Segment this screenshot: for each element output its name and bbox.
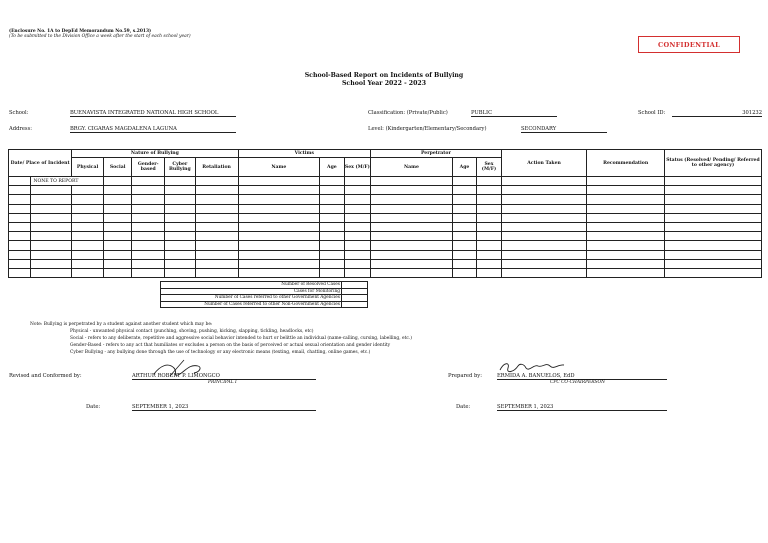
table-cell[interactable]: [195, 213, 238, 222]
school-id-label: School ID:: [638, 110, 666, 116]
table-cell[interactable]: [664, 222, 761, 231]
col-victim-name: Name: [238, 158, 320, 177]
preparer-name: ERMIDA A. BANUELOS, EdD: [497, 373, 667, 380]
table-cell[interactable]: [501, 241, 587, 250]
table-cell[interactable]: [477, 241, 501, 250]
table-cell[interactable]: [320, 195, 344, 204]
table-cell[interactable]: [195, 195, 238, 204]
table-cell[interactable]: [664, 195, 761, 204]
table-cell[interactable]: [371, 186, 453, 195]
confidential-stamp: CONFIDENTIAL: [638, 36, 740, 53]
table-cell[interactable]: [664, 213, 761, 222]
col-action: Action Taken: [501, 150, 587, 177]
col-victim-sex: Sex (M/F): [344, 158, 371, 177]
table-cell[interactable]: [320, 259, 344, 268]
col-social: Social: [103, 158, 132, 177]
table-cell[interactable]: [501, 177, 587, 186]
table-cell[interactable]: [371, 259, 453, 268]
school-year: School Year 2022 - 2023: [341, 80, 427, 87]
table-cell[interactable]: [344, 259, 371, 268]
table-cell[interactable]: [320, 250, 344, 259]
table-row: [9, 241, 762, 250]
address-label: Address:: [9, 126, 33, 132]
table-cell[interactable]: [320, 204, 344, 213]
table-cell[interactable]: [165, 268, 196, 277]
school-id-value: 301232: [672, 110, 762, 117]
table-cell[interactable]: [501, 186, 587, 195]
table-row: [9, 259, 762, 268]
table-cell[interactable]: [344, 250, 371, 259]
classification-label: Classification: (Private/Public): [368, 110, 448, 116]
table-cell[interactable]: [165, 250, 196, 259]
table-cell[interactable]: [501, 268, 587, 277]
table-row: [9, 177, 762, 186]
table-cell[interactable]: [664, 259, 761, 268]
table-cell[interactable]: [9, 177, 31, 186]
table-cell[interactable]: [587, 259, 665, 268]
table-cell[interactable]: [477, 177, 501, 186]
table-cell[interactable]: [72, 268, 104, 277]
table-cell[interactable]: [9, 195, 31, 204]
reviewer-name: ARTHUR ROBERT P. LIMONGCO: [132, 373, 316, 380]
date-value-2: SEPTEMBER 1, 2023: [497, 404, 667, 411]
table-cell[interactable]: [371, 232, 453, 241]
submission-note: (To be submitted to the Division Office a week after the start of each school year): [9, 34, 191, 39]
note-physical: Physical - unwanted physical contact (punching, shoving, pushing, kicking, slapping, tickling, headlocks, etc): [70, 329, 314, 334]
table-cell[interactable]: [664, 204, 761, 213]
table-cell[interactable]: [664, 250, 761, 259]
table-cell[interactable]: [320, 186, 344, 195]
table-cell[interactable]: [501, 204, 587, 213]
table-cell[interactable]: [103, 177, 132, 186]
table-cell[interactable]: [195, 186, 238, 195]
table-cell[interactable]: [587, 268, 665, 277]
date-label-1: Date:: [86, 404, 101, 410]
table-cell[interactable]: [103, 186, 132, 195]
col-victim-age: Age: [320, 158, 344, 177]
table-cell[interactable]: [452, 177, 476, 186]
table-cell[interactable]: [664, 241, 761, 250]
table-cell[interactable]: [72, 222, 104, 231]
table-cell[interactable]: [9, 213, 31, 222]
table-cell[interactable]: [195, 268, 238, 277]
note-gender: Gender-Based - refers to any act that humiliates or excludes a person on the basis of perceived or actual sexual orientation and gender identity: [70, 343, 391, 348]
table-cell[interactable]: [195, 177, 238, 186]
table-row: [9, 232, 762, 241]
table-cell[interactable]: [371, 268, 453, 277]
table-cell[interactable]: [103, 222, 132, 231]
table-cell[interactable]: [320, 222, 344, 231]
table-cell[interactable]: [452, 204, 476, 213]
table-cell[interactable]: [587, 204, 665, 213]
table-cell[interactable]: [132, 268, 165, 277]
table-cell[interactable]: [587, 177, 665, 186]
summary-monitoring: Cases for Monitoring: [161, 288, 342, 295]
table-cell[interactable]: [371, 195, 453, 204]
table-cell[interactable]: [587, 213, 665, 222]
table-cell[interactable]: [103, 268, 132, 277]
table-cell[interactable]: [31, 186, 72, 195]
col-perp-name: Name: [371, 158, 453, 177]
table-row: [9, 186, 762, 195]
summary-table: [160, 281, 368, 308]
table-cell[interactable]: [31, 241, 72, 250]
table-cell[interactable]: [344, 195, 371, 204]
table-cell[interactable]: [165, 241, 196, 250]
table-cell[interactable]: [132, 204, 165, 213]
table-cell[interactable]: [9, 222, 31, 231]
table-cell[interactable]: [452, 241, 476, 250]
summary-monitoring-value[interactable]: [342, 288, 368, 295]
table-cell[interactable]: [238, 241, 320, 250]
table-cell[interactable]: [452, 222, 476, 231]
table-cell[interactable]: [477, 222, 501, 231]
table-cell[interactable]: [664, 186, 761, 195]
table-cell[interactable]: [477, 250, 501, 259]
preparer-title: CPC CO-CHAIRPERSON: [550, 380, 605, 385]
table-cell[interactable]: [477, 195, 501, 204]
table-cell[interactable]: [320, 241, 344, 250]
table-cell[interactable]: [9, 186, 31, 195]
date-value-1: SEPTEMBER 1, 2023: [132, 404, 316, 411]
table-cell[interactable]: [103, 259, 132, 268]
table-cell[interactable]: [477, 213, 501, 222]
table-cell[interactable]: [238, 232, 320, 241]
summary-referred-nongov-value[interactable]: [342, 301, 368, 308]
col-perp-sex: Sex (M/F): [477, 158, 501, 177]
table-cell[interactable]: [72, 204, 104, 213]
table-cell[interactable]: [371, 241, 453, 250]
table-cell[interactable]: [587, 222, 665, 231]
table-cell[interactable]: [195, 222, 238, 231]
table-row: [9, 213, 762, 222]
table-cell[interactable]: [371, 222, 453, 231]
table-cell[interactable]: [132, 186, 165, 195]
table-cell[interactable]: [72, 195, 104, 204]
report-title: School-Based Report on Incidents of Bullying: [304, 72, 464, 79]
table-cell[interactable]: [344, 241, 371, 250]
note-intro: Note: Bullying is perpetrated by a student against another student which may be:: [30, 322, 213, 327]
table-cell[interactable]: [664, 232, 761, 241]
table-cell[interactable]: [103, 250, 132, 259]
col-recommendation: Recommendation: [587, 150, 665, 177]
table-cell[interactable]: [371, 204, 453, 213]
table-cell[interactable]: [9, 204, 31, 213]
table-cell[interactable]: [477, 204, 501, 213]
table-cell[interactable]: [165, 259, 196, 268]
table-cell[interactable]: [165, 204, 196, 213]
table-cell[interactable]: [452, 213, 476, 222]
table-row: [9, 268, 762, 277]
table-cell[interactable]: [452, 268, 476, 277]
classification-value: PUBLIC: [471, 110, 557, 117]
table-cell[interactable]: [31, 195, 72, 204]
table-cell[interactable]: [132, 195, 165, 204]
table-cell[interactable]: [452, 250, 476, 259]
table-cell[interactable]: [132, 213, 165, 222]
table-cell[interactable]: [371, 177, 453, 186]
table-cell[interactable]: [31, 232, 72, 241]
table-cell[interactable]: [132, 232, 165, 241]
table-cell[interactable]: [165, 222, 196, 231]
table-cell[interactable]: [132, 250, 165, 259]
table-cell[interactable]: [9, 241, 31, 250]
table-cell[interactable]: [72, 250, 104, 259]
table-cell[interactable]: [344, 177, 371, 186]
table-cell[interactable]: [195, 241, 238, 250]
table-cell[interactable]: [501, 250, 587, 259]
group-victims: Victims: [238, 150, 371, 158]
level-label: Level: (Kindergarten/Elementary/Secondary): [368, 126, 487, 132]
table-cell[interactable]: [238, 204, 320, 213]
school-value: BUENAVISTA INTEGRATED NATIONAL HIGH SCHOOL: [70, 110, 236, 117]
table-cell[interactable]: [501, 213, 587, 222]
table-cell[interactable]: [165, 213, 196, 222]
table-cell[interactable]: [664, 177, 761, 186]
table-cell[interactable]: [31, 250, 72, 259]
table-cell[interactable]: [320, 232, 344, 241]
table-cell[interactable]: [132, 177, 165, 186]
col-status: Status (Resolved/ Pending/ Referred to other agency): [664, 150, 761, 177]
summary-referred-gov: Number of Cases referred to other Government Agencies: [161, 295, 342, 302]
note-social: Social - refers to any deliberate, repetitive and aggressive social behavior intended to hurt or belittle an individual (name-calling, cursing, labelling, etc.): [70, 336, 412, 341]
table-row: [9, 222, 762, 231]
table-cell[interactable]: [238, 195, 320, 204]
table-cell[interactable]: [9, 268, 31, 277]
incident-table: [8, 149, 762, 278]
group-nature: Nature of Bullying: [72, 150, 238, 158]
table-cell[interactable]: [195, 204, 238, 213]
date-label-2: Date:: [456, 404, 471, 410]
table-cell[interactable]: [31, 204, 72, 213]
table-cell[interactable]: [165, 195, 196, 204]
summary-resolved-value[interactable]: [342, 282, 368, 289]
table-cell[interactable]: [344, 204, 371, 213]
enclosure-text: (Enclosure No. 1A to DepEd Memorandum No.59, s.2013): [9, 29, 152, 34]
table-cell[interactable]: [132, 222, 165, 231]
table-cell[interactable]: [238, 268, 320, 277]
table-cell[interactable]: [344, 213, 371, 222]
school-label: School:: [9, 110, 29, 116]
col-cyber: Cyber Bullying: [165, 158, 196, 177]
group-perpetrator: Perpetrator: [371, 150, 502, 158]
table-cell[interactable]: [320, 177, 344, 186]
table-cell[interactable]: [320, 268, 344, 277]
table-cell[interactable]: [195, 250, 238, 259]
table-cell[interactable]: [195, 259, 238, 268]
col-gender: Gender-based: [132, 158, 165, 177]
table-cell[interactable]: [9, 250, 31, 259]
reviewed-label: Revised and Conformed by:: [9, 373, 82, 379]
table-cell[interactable]: [587, 250, 665, 259]
table-cell[interactable]: [344, 232, 371, 241]
table-cell[interactable]: [72, 213, 104, 222]
table-cell[interactable]: [238, 186, 320, 195]
table-cell[interactable]: [31, 268, 72, 277]
table-cell[interactable]: [72, 232, 104, 241]
table-cell[interactable]: [344, 222, 371, 231]
table-cell[interactable]: [72, 241, 104, 250]
level-value: SECONDARY: [521, 126, 607, 133]
table-cell[interactable]: [72, 259, 104, 268]
table-cell[interactable]: [344, 186, 371, 195]
address-value: BRGY. CIGARAS MAGDALENA LAGUNA: [70, 126, 236, 133]
table-cell[interactable]: [477, 259, 501, 268]
table-row: [9, 195, 762, 204]
table-cell[interactable]: [238, 250, 320, 259]
table-cell[interactable]: [501, 195, 587, 204]
none-to-report: NONE TO REPORT: [31, 177, 103, 186]
table-cell[interactable]: [132, 241, 165, 250]
table-cell[interactable]: [31, 213, 72, 222]
table-cell[interactable]: [165, 177, 196, 186]
table-row: [9, 204, 762, 213]
table-cell[interactable]: [9, 232, 31, 241]
table-cell[interactable]: [587, 232, 665, 241]
summary-referred-nongov: Number of Cases referred to other Non-Government Agencies: [161, 301, 342, 308]
table-cell[interactable]: [452, 195, 476, 204]
table-cell[interactable]: [103, 241, 132, 250]
table-cell[interactable]: [31, 259, 72, 268]
summary-resolved: Number of Resolved Cases: [161, 282, 342, 289]
table-cell[interactable]: [664, 268, 761, 277]
col-perp-age: Age: [452, 158, 476, 177]
col-retaliation: Retaliation: [195, 158, 238, 177]
table-cell[interactable]: [31, 222, 72, 231]
table-cell[interactable]: [501, 232, 587, 241]
table-cell[interactable]: [238, 259, 320, 268]
table-cell[interactable]: [452, 259, 476, 268]
table-cell[interactable]: [501, 259, 587, 268]
table-cell[interactable]: [238, 222, 320, 231]
table-cell[interactable]: [452, 232, 476, 241]
table-cell[interactable]: [320, 213, 344, 222]
note-cyber: Cyber Bullying - any bullying done through the use of technology or any electronic means (texting, email, chatting, online games, etc.): [70, 350, 371, 355]
table-cell[interactable]: [238, 213, 320, 222]
table-cell[interactable]: [72, 186, 104, 195]
table-cell[interactable]: [587, 241, 665, 250]
table-cell[interactable]: [132, 259, 165, 268]
col-physical: Physical: [72, 158, 104, 177]
table-cell[interactable]: [103, 204, 132, 213]
table-cell[interactable]: [165, 232, 196, 241]
table-cell[interactable]: [344, 268, 371, 277]
table-cell[interactable]: [9, 259, 31, 268]
table-cell[interactable]: [501, 222, 587, 231]
table-cell[interactable]: [103, 232, 132, 241]
table-cell[interactable]: [477, 268, 501, 277]
table-cell[interactable]: [371, 250, 453, 259]
prepared-label: Prepared by:: [448, 373, 482, 379]
table-cell[interactable]: [103, 195, 132, 204]
table-cell[interactable]: [587, 186, 665, 195]
col-date: Date/ Place of Incident: [9, 150, 72, 177]
table-cell[interactable]: [165, 186, 196, 195]
table-cell[interactable]: [371, 213, 453, 222]
table-cell[interactable]: [452, 186, 476, 195]
table-cell[interactable]: [195, 232, 238, 241]
table-cell[interactable]: [477, 232, 501, 241]
table-row: [9, 250, 762, 259]
table-cell[interactable]: [587, 195, 665, 204]
table-cell[interactable]: [238, 177, 320, 186]
reviewer-title: PRINCIPAL I: [208, 380, 237, 385]
table-cell[interactable]: [477, 186, 501, 195]
table-cell[interactable]: [103, 213, 132, 222]
summary-referred-gov-value[interactable]: [342, 295, 368, 302]
